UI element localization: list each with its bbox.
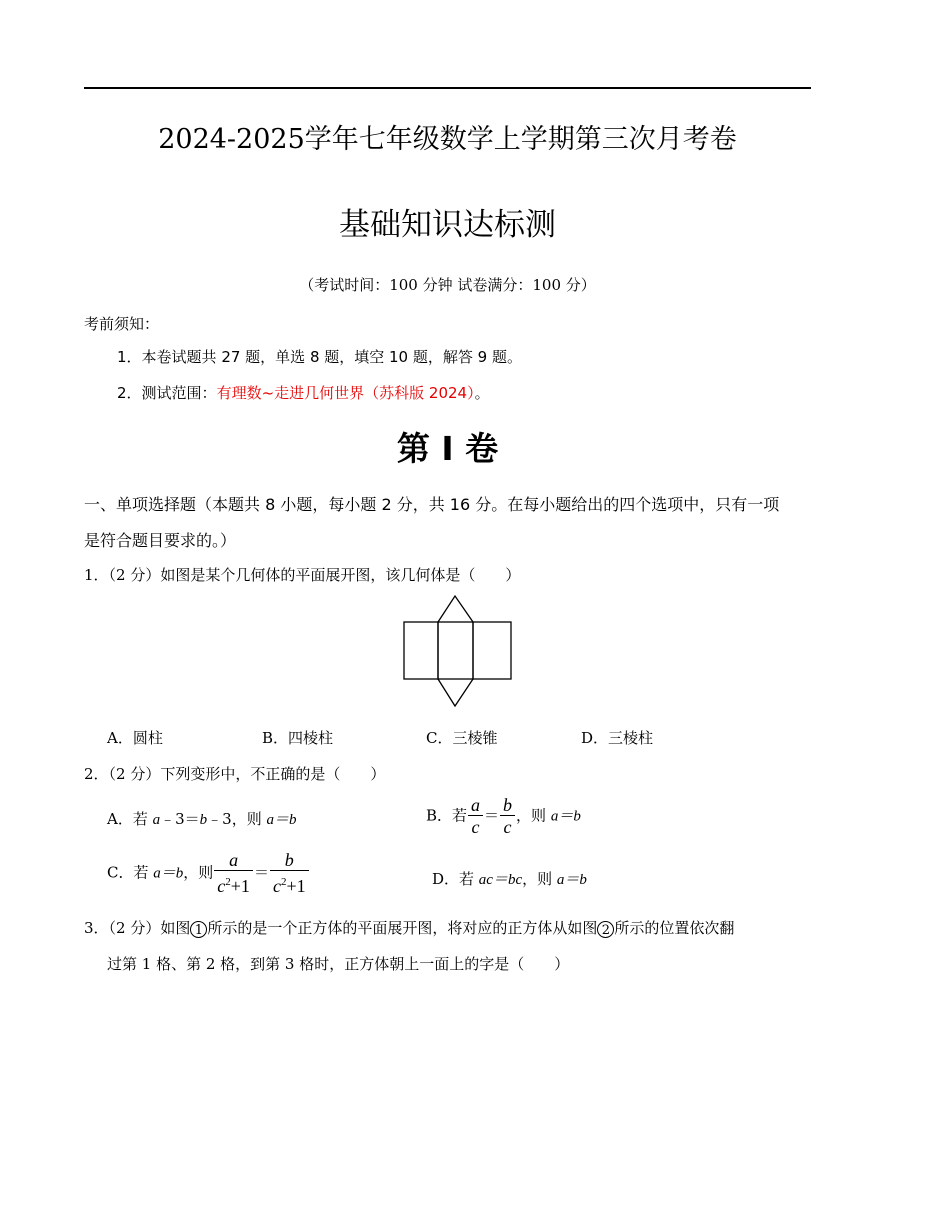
header-rule <box>84 87 811 89</box>
net-rect-left <box>404 622 438 679</box>
fraction <box>468 795 483 838</box>
denominator <box>270 870 309 897</box>
notice-item-text: 本卷试题共 27 题，单选 8 题，填空 10 题，解答 9 题。 <box>141 348 522 366</box>
question-3-stem <box>84 917 734 938</box>
circled-number-2: 2 <box>597 921 614 938</box>
notice-item-prefix: 测试范围： <box>141 384 217 402</box>
question-1-stem: 1．（2 分）如图是某个几何体的平面展开图，该几何体是（ ） <box>84 566 521 584</box>
expr-text: ﹣3，则 <box>207 810 267 828</box>
equals-sign: ＝ <box>484 806 500 825</box>
denominator: c <box>468 815 483 838</box>
denominator-tail: +1 <box>230 876 250 896</box>
circled-number-1: 1 <box>190 921 207 938</box>
denominator: c <box>500 815 515 838</box>
variable: c <box>272 876 281 896</box>
option-label: C．若 <box>107 863 154 882</box>
exponent: 2 <box>225 876 231 888</box>
variable: b <box>199 812 208 828</box>
variable: a <box>152 812 161 828</box>
notice-item-number: 2． <box>117 384 142 402</box>
question-1-option-b[interactable]: B．四棱柱 <box>262 729 334 747</box>
stem-text: 所示的是一个正方体的平面展开图，将对应的正方体从如图 <box>207 919 598 937</box>
net-triangle-bottom <box>438 679 473 706</box>
exam-info: （考试时间：100 分钟 试卷满分：100 分） <box>299 276 596 294</box>
section-heading-line2: 是符合题目要求的。） <box>84 531 237 550</box>
variable: c <box>217 876 226 896</box>
notice-item-2 <box>117 382 490 403</box>
fraction <box>214 850 253 897</box>
condition: a＝b <box>153 865 184 882</box>
question-2-option-b[interactable] <box>426 795 581 838</box>
conclusion: a＝b <box>556 872 587 888</box>
net-rect-right <box>473 622 511 679</box>
option-label: A．若 <box>107 810 153 828</box>
question-2-option-d[interactable] <box>432 868 587 889</box>
page-title: 2024-2025学年七年级数学上学期第三次月考卷 <box>158 124 737 155</box>
equals-sign: ＝ <box>253 863 269 882</box>
expr-text: ，则 <box>522 870 557 888</box>
net-rect-middle <box>438 622 473 679</box>
volume-title: 第 I 卷 <box>396 429 499 468</box>
section-heading-line1: 一、单项选择题（本题共 8 小题，每小题 2 分，共 16 分。在每小题给出的四个选项中，只有一项 <box>84 495 780 514</box>
notice-item-1 <box>117 346 522 367</box>
expr-text: ﹣3＝ <box>160 810 200 828</box>
stem-text: 所示的位置依次翻 <box>614 919 735 937</box>
question-3-stem-line2: 过第 1 格、第 2 格，到第 3 格时，正方体朝上一面上的字是（ ） <box>107 955 570 973</box>
expr-text: ，则 <box>183 863 214 882</box>
option-label: D．若 <box>432 870 479 888</box>
net-triangle-top <box>438 596 473 622</box>
question-2-option-c[interactable] <box>107 850 310 897</box>
conclusion: a＝b <box>550 808 581 825</box>
notice-heading: 考前须知： <box>84 315 160 333</box>
conclusion: a＝b <box>266 812 297 828</box>
option-label: B．若 <box>426 806 468 825</box>
numerator: b <box>284 850 294 870</box>
question-1-option-d[interactable]: D．三棱柱 <box>581 729 654 747</box>
denominator <box>214 870 253 897</box>
expr-text: ，则 <box>516 806 551 825</box>
fraction <box>270 850 309 897</box>
test-scope-highlight: 有理数~走进几何世界（苏科版 2024） <box>216 384 475 402</box>
numerator: b <box>503 795 513 815</box>
page-subtitle: 基础知识达标测 <box>339 207 556 243</box>
question-2-stem: 2．（2 分）下列变形中，不正确的是（ ） <box>84 765 386 783</box>
numerator: a <box>471 795 481 815</box>
question-1-option-a[interactable]: A．圆柱 <box>107 729 163 747</box>
exponent: 2 <box>280 876 287 888</box>
prism-net-figure <box>400 592 516 712</box>
question-1-option-c[interactable]: C．三棱锥 <box>426 729 498 747</box>
notice-item-number: 1． <box>117 348 142 366</box>
denominator-tail: +1 <box>286 876 306 896</box>
question-2-option-a[interactable] <box>107 808 296 829</box>
numerator: a <box>229 850 239 870</box>
condition: ac＝bc <box>478 872 523 888</box>
notice-item-suffix: 。 <box>474 384 490 402</box>
fraction <box>500 795 515 838</box>
stem-text: 3．（2 分）如图 <box>84 919 191 937</box>
